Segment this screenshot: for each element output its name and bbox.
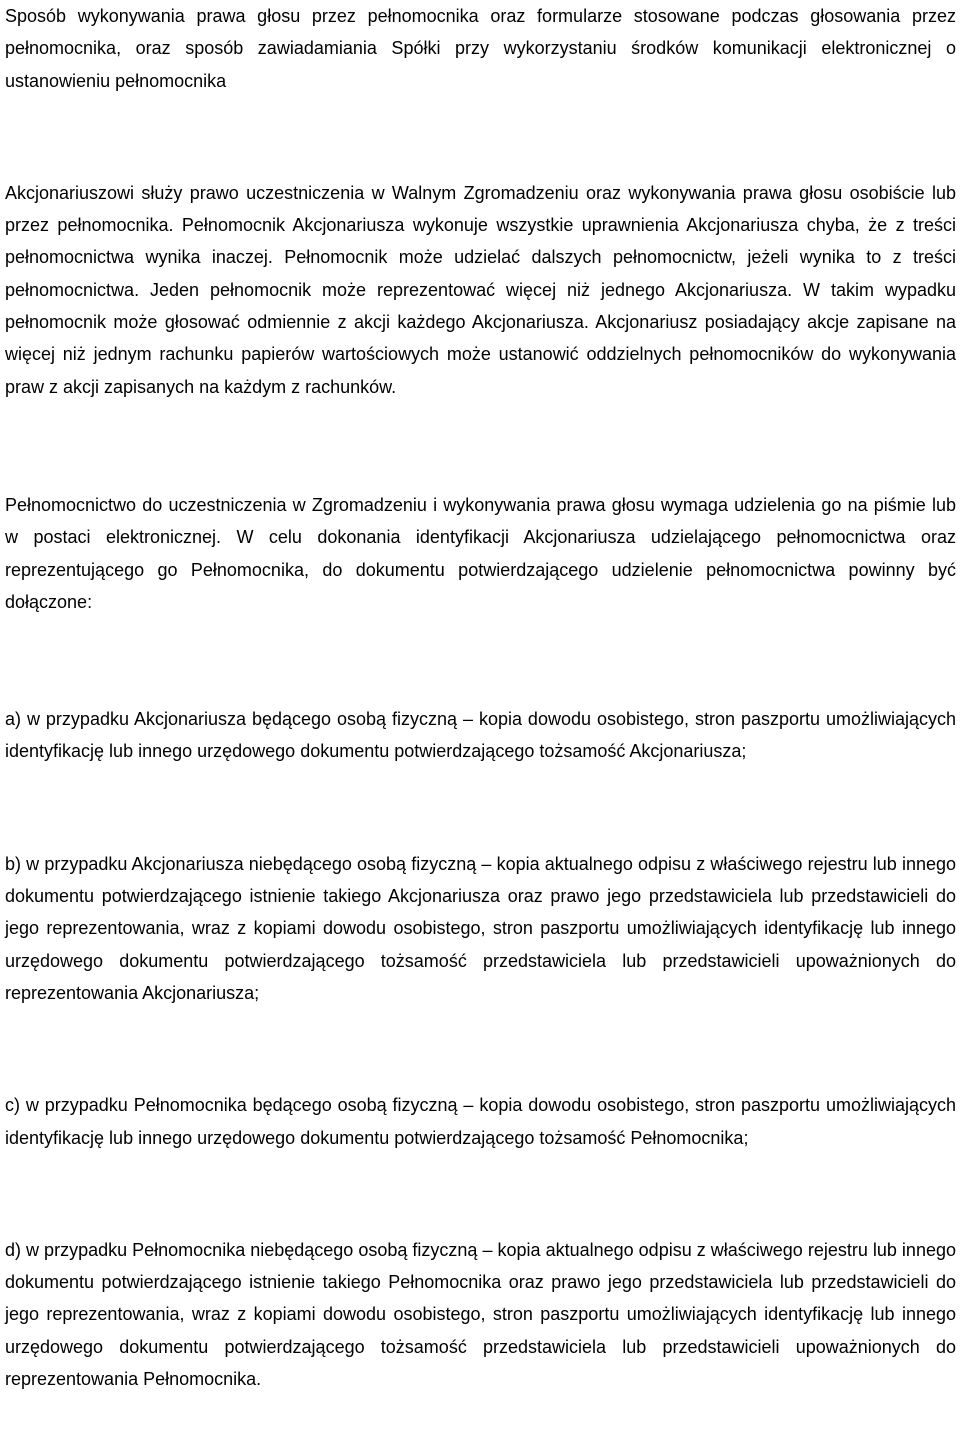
list-item-d: d) w przypadku Pełnomocnika niebędącego osobą fizyczną – kopia aktualnego odpisu z właściwego rejestru lub innego dokumentu potwierdzającego istnienie takiego Pełnomocnika oraz prawo jego przedstawiciela lub przedstawicieli do jego reprezentowania, wraz z kopiami dowodu osobistego, stron paszportu umożliwiających identyfikację lub innego urzędowego dokumentu potwierdzającego tożsamość przedstawiciela lub przedstawicieli upoważnionych do reprezentowania Pełnomocnika.	[5, 1239, 956, 1390]
spacer	[5, 97, 956, 177]
heading-paragraph: Sposób wykonywania prawa głosu przez pełnomocnika oraz formularze stosowane podczas głosowania przez pełnomocnika, oraz sposób zawiadamiania Spółki przy wykorzystaniu środków komunikacji elektronicznej o ustanowieniu pełnomocnika	[5, 6, 956, 91]
paragraph-proxy-form: Pełnomocnictwo do uczestniczenia w Zgromadzeniu i wykonywania prawa głosu wymaga udzielenia go na piśmie lub w postaci elektronicznej. W celu dokonania identyfikacji Akcjonariusza udzielającego pełnomocnictwa oraz reprezentującego go Pełnomocnika, do dokumentu potwierdzającego udzielenie pełnomocnictwa powinny być dołączone:	[5, 494, 956, 612]
list-item-c: c) w przypadku Pełnomocnika będącego osobą fizyczną – kopia dowodu osobistego, stron paszportu umożliwiających identyfikację lub innego urzędowego dokumentu potwierdzającego tożsamość Pełnomocnika;	[5, 1095, 956, 1148]
list-item-b: b) w przypadku Akcjonariusza niebędącego osobą fizyczną – kopia aktualnego odpisu z właściwego rejestru lub innego dokumentu potwierdzającego istnienie takiego Akcjonariusza oraz prawo jego przedstawiciela lub przedstawicieli do jego reprezentowania, wraz z kopiami dowodu osobistego, stron paszportu umożliwiających identyfikację lub innego urzędowego dokumentu potwierdzającego tożsamość przedstawiciela lub przedstawicieli upoważnionych do reprezentowania Akcjonariusza;	[5, 853, 956, 1003]
spacer	[5, 1009, 956, 1089]
spacer	[5, 768, 956, 848]
list-item-a: a) w przypadku Akcjonariusza będącego osobą fizyczną – kopia dowodu osobistego, stron paszportu umożliwiających identyfikację lub innego urzędowego dokumentu potwierdzającego tożsamość Akcjonariusza;	[5, 709, 956, 762]
paragraph-proxy-rights: Akcjonariuszowi służy prawo uczestniczenia w Walnym Zgromadzeniu oraz wykonywania prawa głosu osobiście lub przez pełnomocnika. Pełnomocnik Akcjonariusza wykonuje wszystkie uprawnienia Akcjonariusza chyba, że z treści pełnomocnictwa wynika inaczej. Pełnomocnik może udzielać dalszych pełnomocnictw, jeżeli wynika to z treści pełnomocnictwa. Jeden pełnomocnik może reprezentować więcej niż jednego Akcjonariusza. W takim wypadku pełnomocnik może głosować odmiennie z akcji każdego Akcjonariusza. Akcjonariusz posiadający akcje zapisane na więcej niż jednym rachunku papierów wartościowych może ustanowić oddzielnych pełnomocników do wykonywania praw z akcji zapisanych na każdym z rachunków.	[5, 182, 956, 397]
spacer	[5, 618, 956, 703]
spacer	[5, 1154, 956, 1234]
document-page	[5, 0, 956, 1395]
spacer	[5, 403, 956, 489]
